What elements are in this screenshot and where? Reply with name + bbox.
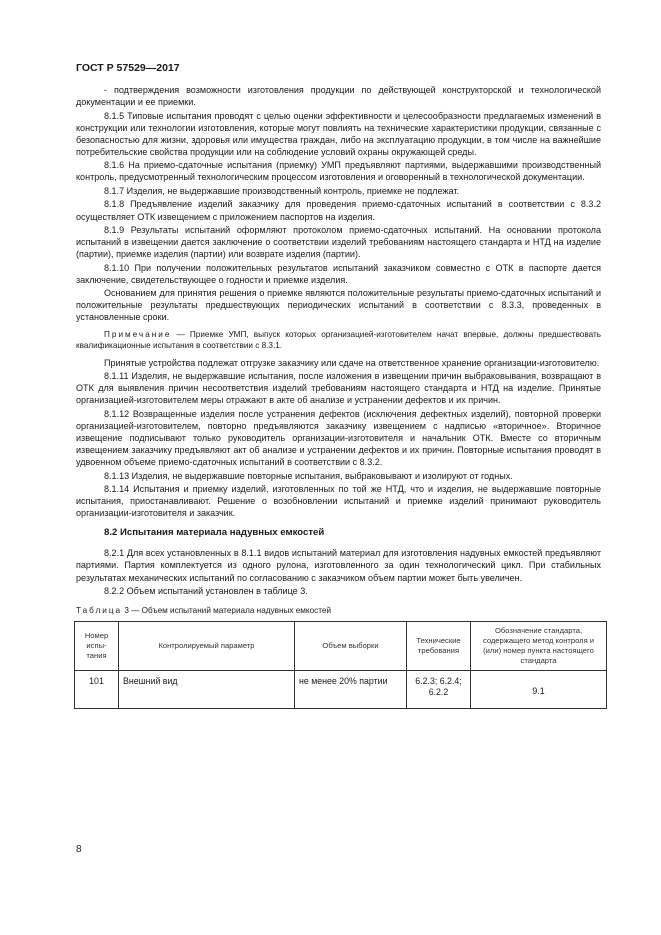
table-caption-label: Таблица — [76, 606, 123, 616]
cell-requirements: 6.2.3; 6.2.4; 6.2.2 — [407, 671, 471, 709]
note-text: — Приемке УМП, выпуск которых организацией-изготовителем начат впервые, должны предшествовать квалификационные испытания в соответствии с 8.3.1. — [76, 329, 601, 350]
paragraph: 8.1.12 Возвращенные изделия после устранения дефектов (исключения дефектных изделий), повторной проверки организацией-изготовителем, повторно предъявляются заказчику извещением с надписью «вторичное». Вторичное извещение подписывают только руководитель организации-изготовителя и начальник ОТК. Вместе со вторичным извещением заказчику предъявляют акт об анализе и устранении дефектов и их причин. Повторные испытания проводят в удвоенном объеме приемо-сдаточных испытаний в соответствии с 8.3.2. — [76, 408, 601, 468]
document-body — [76, 84, 601, 709]
paragraph: 8.1.14 Испытания и приемку изделий, изготовленных по той же НТД, что и изделия, не выдержавшие повторные испытания, приостанавливают. Решение о возобновлении испытаний и приемке изделий принимают руководитель организации-изготовителя и заказчик. — [76, 484, 601, 519]
paragraph: 8.1.10 При получении положительных результатов испытаний заказчиком совместно с ОТК в паспорте дается заключение, свидетельствующее о годности и приемке изделия. — [76, 262, 601, 285]
note-label: Примечание — [104, 329, 172, 339]
table-header-row — [75, 622, 607, 671]
table-caption — [76, 605, 601, 617]
paragraph: 8.1.13 Изделия, не выдержавшие повторные испытания, выбраковывают и изолируют от годных. — [104, 470, 513, 481]
cell-sample: не менее 20% партии — [295, 671, 407, 709]
paragraph: 8.1.9 Результаты испытаний оформляют протоколом приемо-сдаточных испытаний. На основании протокола испытаний в извещении дается заключение о соответствии изделий требованиям настоящего стандарта и НТД на изделие (партии), приемке изделия (партии) или возврате изделия (партии). — [76, 224, 601, 260]
paragraph: 8.2.1 Для всех установленных в 8.1.1 видов испытаний материал для изготовления надувных емкостей предъявляют партиями. Партия комплектуется из одного рулона, изготовленного за один технологический цикл. При стабильных результатах механических испытаний по согласованию с заказчиком объем партии может быть увеличен. — [76, 548, 601, 583]
note — [76, 329, 601, 351]
paragraph: 8.1.5 Типовые испытания проводят с целью оценки эффективности и целесообразности предлагаемых изменений в конструкции или технологии изготовления, которые могут повлиять на технические характеристики продукции, связанные с безопасностью для жизни, здоровья или имущества граждан, либо на эксплуатацию продукции, в том числе на важнейшие потребительские свойства продукции или на соблюдение условий охраны окружающей среды. — [76, 110, 601, 157]
column-header-requirements: Технические требования — [407, 622, 471, 671]
paragraph: 8.2.2 Объем испытаний установлен в таблице 3. — [104, 586, 308, 597]
page-number: 8 — [76, 844, 82, 855]
section-heading: 8.2 Испытания материала надувных емкостей — [104, 527, 325, 539]
cell-standard: 9.1 — [471, 671, 607, 709]
paragraph: Принятые устройства подлежат отгрузке заказчику или сдаче на ответственное хранение организации-изготовителю. — [104, 357, 600, 368]
column-header-sample: Объем выборки — [295, 622, 407, 671]
paragraph: 8.1.6 На приемо-сдаточные испытания (приемку) УМП предъявляют партиями, выдержавшими производственный контроль, предусмотренный технологическим процессом изготовления и оговоренный в технологической документации. — [76, 160, 601, 183]
cell-parameter: Внешний вид — [119, 671, 295, 709]
page-header: ГОСТ Р 57529—2017 — [76, 62, 180, 74]
test-volume-table — [74, 621, 607, 709]
paragraph: 8.1.8 Предъявление изделий заказчику для проведения приемо-сдаточных испытаний в соответствии с 8.3.2 осуществляет ОТК извещением с приложением паспортов на изделия. — [76, 199, 601, 222]
column-header-number: Номер испы-тания — [75, 622, 119, 671]
column-header-standard: Обозначение стандарта, содержащего метод контроля и (или) номер пункта настоящего стандарта — [471, 622, 607, 671]
paragraph: 8.1.7 Изделия, не выдержавшие производственный контроль, приемке не подлежат. — [104, 185, 459, 196]
table-caption-text: 3 — Объем испытаний материала надувных емкостей — [122, 606, 332, 616]
cell-number: 101 — [75, 671, 119, 709]
column-header-parameter: Контролируемый параметр — [119, 622, 295, 671]
paragraph: - подтверждения возможности изготовления продукции по действующей конструкторской и технологической документации и ее приемки. — [76, 85, 601, 108]
paragraph: 8.1.11 Изделия, не выдержавшие испытания, после изложения в извещении причин выбраковывания, возвращают в ОТК для выявления причин несоответствия изделий требованиям настоящего стандарта и НТД на изделие. Принятые организацией-изготовителем меры отражают в акте об анализе и устранении дефектов и их причин. — [76, 371, 601, 406]
paragraph: Основанием для принятия решения о приемке являются положительные результаты приемо-сдаточных испытаний и положительные результаты предшествующих периодических испытаний в соответствии с 8.3.3, проведенных в установленные сроки. — [76, 288, 601, 323]
table-row — [75, 671, 607, 709]
